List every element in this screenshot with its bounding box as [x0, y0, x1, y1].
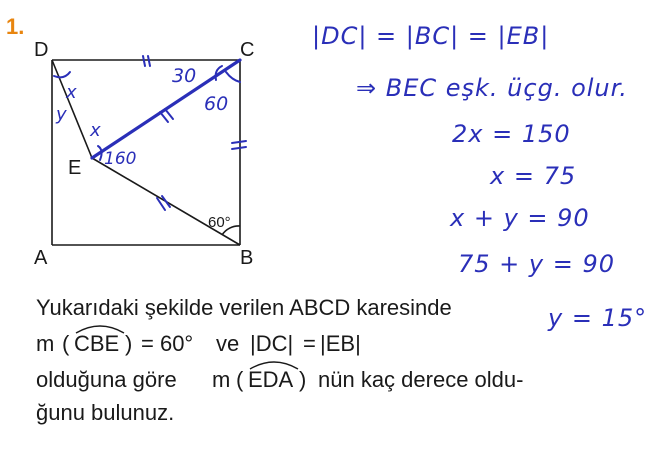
work-answer: y = 15° [548, 304, 648, 332]
question-number: 1. [6, 14, 25, 39]
paren-close-2: ) [299, 367, 307, 392]
question-text [36, 295, 523, 425]
tick-mark-CB [232, 141, 246, 149]
question-line-2-value: = 60° [141, 331, 194, 356]
handwritten-solution [312, 22, 647, 332]
angle-mark-E-lower: 160 [104, 149, 137, 169]
question-line-4: ğunu bulunuz. [36, 400, 175, 425]
paren-close-1: ) [125, 331, 133, 356]
work-line-2: ⇒ BEC eşk. üçg. olur. [356, 74, 628, 102]
paren-open-2: ( [236, 367, 244, 392]
work-line-5: x + y = 90 [450, 204, 590, 232]
question-line-3-prefix: olduğuna göre [36, 367, 177, 392]
question-line-2-m: m [36, 331, 55, 356]
angle-mark-D-top: x [66, 82, 77, 103]
angle-arc-C-right [226, 72, 240, 82]
question-line-2-ve: ve [216, 331, 240, 356]
paren-open-1: ( [62, 331, 70, 356]
handwritten-figure-marks [54, 56, 246, 210]
angle-mark-C-left: 30 [172, 65, 197, 87]
vertex-label-E: E [68, 157, 82, 179]
angle-label-B: 60° [208, 214, 231, 231]
work-line-6: 75 + y = 90 [458, 250, 616, 278]
tick-mark-DC [143, 56, 150, 66]
work-line-3: 2x = 150 [452, 120, 571, 148]
question-line-2-lhs: |DC| [250, 331, 294, 356]
vertex-label-D: D [34, 39, 49, 61]
question-line-3-suffix: nün kaç derece oldu- [318, 367, 524, 392]
angle-mark-D-left: y [56, 104, 67, 125]
vertex-label-B: B [240, 247, 254, 269]
question-line-3-m: m [212, 367, 231, 392]
work-line-1: |DC| = |BC| = |EB| [312, 22, 550, 50]
question-line-2-rhs: |EB| [320, 331, 361, 356]
question-line-1: Yukarıdaki şekilde verilen ABCD karesinde [36, 295, 452, 320]
angle-mark-C-right: 60 [204, 93, 229, 115]
work-line-4: x = 75 [490, 162, 577, 190]
vertex-label-C: C [240, 39, 255, 61]
angle-name-CBE: CBE [74, 331, 120, 356]
vertex-label-A: A [34, 247, 48, 269]
angle-mark-E-upper: x [90, 120, 101, 141]
question-line-2-eq: = [303, 331, 316, 356]
angle-name-EDA: EDA [248, 367, 294, 392]
